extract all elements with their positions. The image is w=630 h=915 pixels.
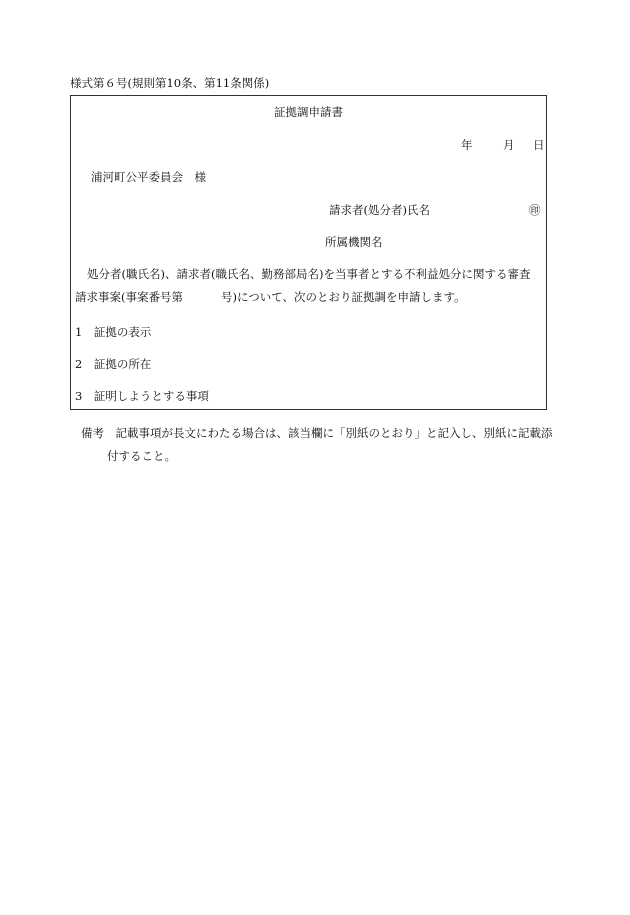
form-caption: 様式第６号(規則第10条、第11条関係) (70, 76, 270, 90)
date-month-label: 月 (503, 138, 515, 152)
date-day-label: 日 (533, 138, 545, 152)
addressee: 浦河町公平委員会 様 (91, 170, 206, 184)
request-statement (75, 263, 545, 309)
affiliation-label: 所属機関名 (325, 235, 383, 249)
date-year-label: 年 (461, 138, 473, 152)
request-statement-line1: 処分者(職氏名)、請求者(職氏名、勤務部局名)を当事者とする不利益処分に関する審査 (87, 267, 531, 281)
remark-line1: 備考 記載事項が長文にわたる場合は、該当欄に「別紙のとおり」と記入し、別紙に記載添 (81, 426, 553, 440)
request-statement-line2a: 請求事案(事案番号第 (75, 290, 183, 304)
request-statement-line2b: 号)について、次のとおり証拠調を申請します。 (221, 290, 466, 304)
item-evidence-location: 2 証拠の所在 (75, 357, 152, 371)
form-title: 証拠調申請書 (274, 105, 343, 119)
remark-line2: 付すること。 (107, 449, 176, 463)
item-matter-to-prove: 3 証明しようとする事項 (75, 389, 209, 403)
remark-note (81, 422, 556, 468)
request-statement-line2 (75, 286, 545, 309)
applicant-name-label: 請求者(処分者)氏名 (329, 203, 430, 217)
item-evidence-description: 1 証拠の表示 (75, 325, 152, 339)
seal-mark: ㊞ (529, 203, 541, 217)
application-form (70, 95, 547, 410)
